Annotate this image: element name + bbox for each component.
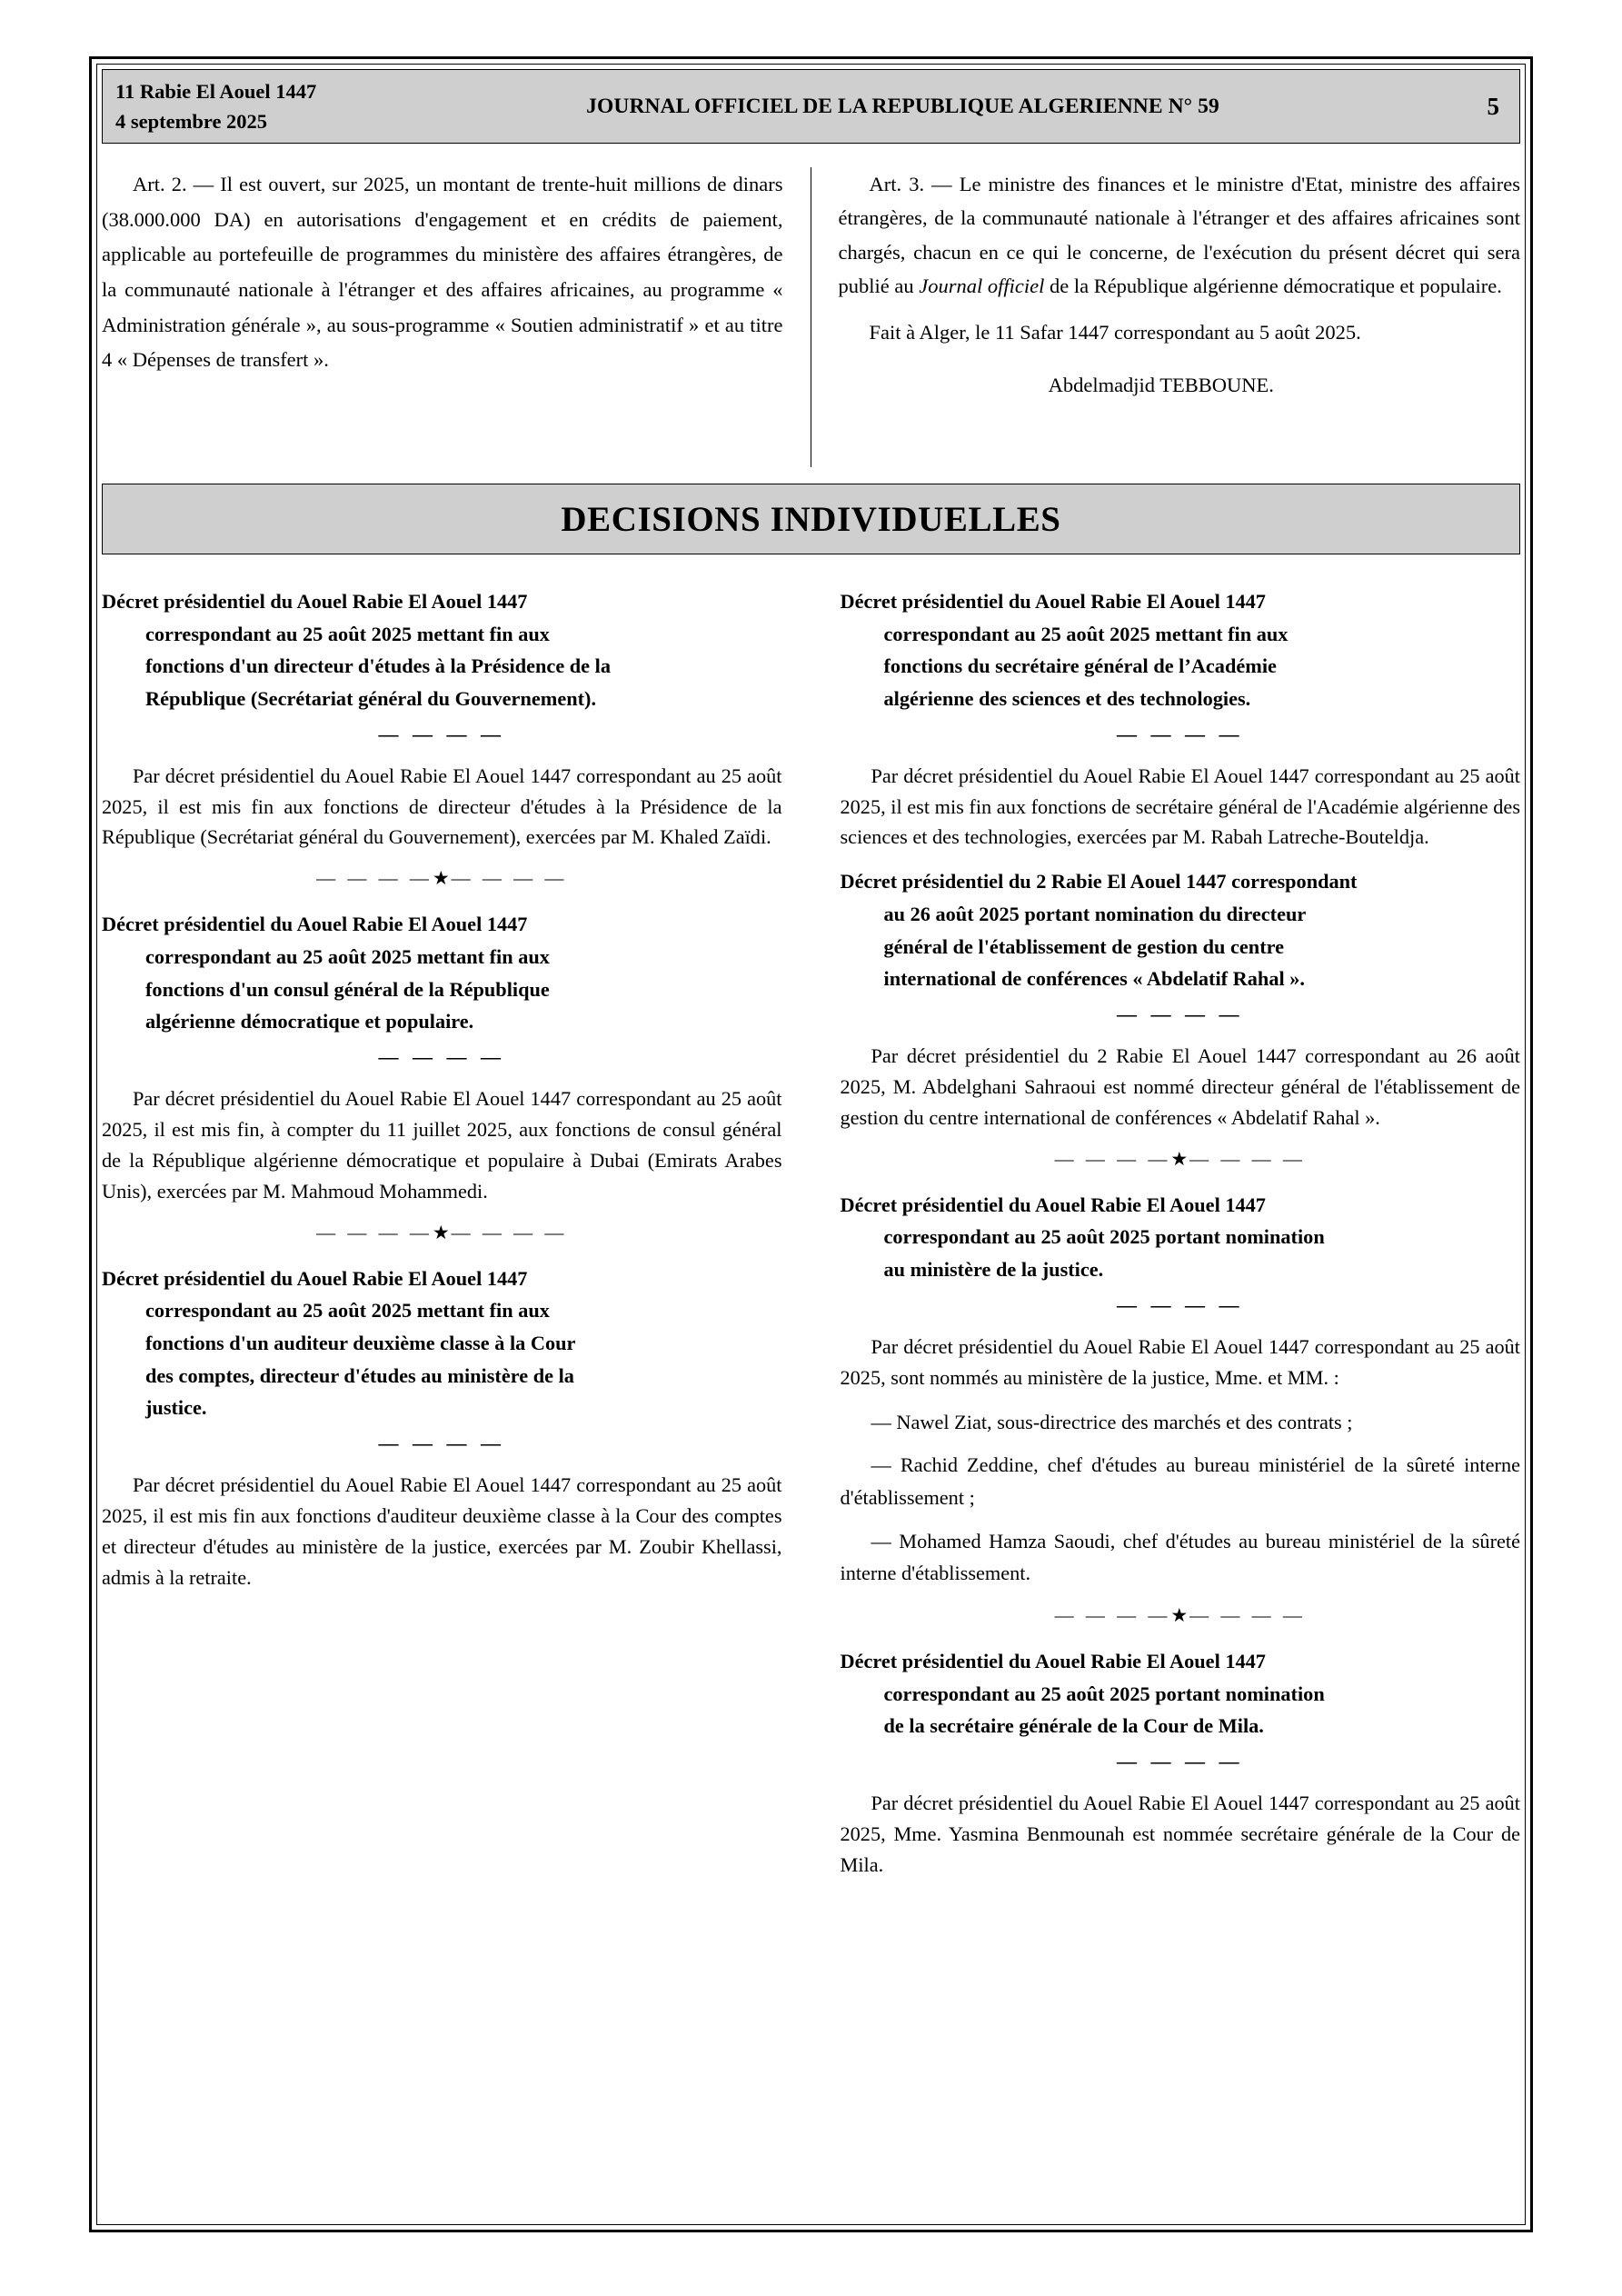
decree-title-line: des comptes, directeur d'études au ministère de la [145, 1363, 574, 1387]
separator-dashes: — — — — [1117, 1749, 1244, 1772]
separator-star-glyph: ★ [1170, 1603, 1190, 1626]
decree-title-line: au ministère de la justice. [883, 1258, 1104, 1282]
header-date-gregorian: 4 septembre 2025 [115, 109, 268, 133]
article-2-paragraph: Art. 2. — Il est ouvert, sur 2025, un montant de trente-huit millions de dinars (38.000.000 DA) en autorisations d'engagement et en crédits de paiement, applicable au portefeuille de programmes du ministère des affaires étrangères, de la communauté nationale à l'étranger et des affaires africaines, au programme « Administration générale », au sous-programme « Soutien administratif » et au titre 4 « Dépenses de transfert ». [102, 173, 783, 372]
article-3-text-part2: de la République algérienne démocratique et populaire. [1044, 275, 1502, 298]
decree-title-line: fonctions d'un auditeur deuxième classe à la Cour [145, 1331, 576, 1354]
separator-star-right-dashes: — — — — [1189, 1147, 1306, 1170]
decree-title-line: algérienne des sciences et des technologies. [883, 687, 1251, 711]
journal-officiel-italic: Journal officiel [919, 275, 1045, 298]
list-item: — Mohamed Hamza Saoudi, chef d'études au bureau ministériel de la sûreté interne d'établissement. [840, 1529, 1520, 1585]
decree-title-line: général de l'établissement de gestion du centre [883, 934, 1285, 958]
decree-title-line: de la secrétaire générale de la Cour de Mila. [883, 1714, 1264, 1738]
decree-title-line: Décret présidentiel du Aouel Rabie El Aouel 1447 [102, 913, 528, 936]
decree-title-line: fonctions du secrétaire général de l’Académie [883, 654, 1277, 678]
decree-title [841, 585, 1521, 715]
top-column-left [102, 167, 811, 467]
decree-title [102, 908, 782, 1038]
decree-title-line: République (Secrétariat général du Gouvernement). [145, 687, 597, 711]
list-item: — Nawel Ziat, sous-directrice des marchés et des contrats ; [871, 1410, 1353, 1433]
section-banner [102, 484, 1520, 554]
separator-star [841, 1147, 1521, 1170]
decree-title-line: algérienne démocratique et populaire. [145, 1010, 474, 1033]
decree-title-line: justice. [145, 1396, 207, 1420]
decree-title-line: Décret présidentiel du Aouel Rabie El Aouel 1447 [102, 590, 528, 613]
signature-name: Abdelmadjid TEBBOUNE. [1048, 373, 1274, 396]
separator-star-glyph: ★ [1170, 1147, 1190, 1170]
separator-star-left-dashes: — — — — [316, 867, 433, 890]
article-3-paragraph [839, 167, 1521, 303]
separator-star-left-dashes: — — — — [1054, 1147, 1171, 1170]
header-title: JOURNAL OFFICIEL DE LA REPUBLIQUE ALGERIENNE N° 59 [586, 94, 1219, 118]
list-item: — Rachid Zeddine, chef d'études au bureau ministériel de la sûreté interne d'établissement ; [840, 1453, 1520, 1509]
decree-paragraph: Par décret présidentiel du Aouel Rabie El Aouel 1447 correspondant au 25 août 2025, il est mis fin, à compter du 11 juillet 2025, aux fonctions de consul général de la République algérienne démocratique et populaire à Dubai (Emirats Arabes Unis), exercées par M. Mahmoud Mohammedi. [102, 1087, 782, 1203]
decree-place-date: Fait à Alger, le 11 Safar 1447 correspondant au 5 août 2025. [869, 321, 1361, 344]
top-column-right [811, 167, 1521, 467]
decree-title-line: Décret présidentiel du Aouel Rabie El Aouel 1447 [840, 1649, 1266, 1672]
header-page-number: 5 [1487, 92, 1499, 120]
decree-title-line: correspondant au 25 août 2025 mettant fin aux [145, 622, 550, 645]
decree-title-line: Décret présidentiel du Aouel Rabie El Aouel 1447 [840, 590, 1266, 613]
separator-star-left-dashes: — — — — [1054, 1603, 1171, 1626]
decree-paragraph: Par décret présidentiel du Aouel Rabie El Aouel 1447 correspondant au 25 août 2025, il est mis fin aux fonctions de directeur d'études à la Présidence de la République (Secrétariat général du Gouvernement), exercées par M. Khaled Zaïdi. [102, 764, 782, 849]
decree-title-line: Décret présidentiel du Aouel Rabie El Aouel 1447 [840, 1193, 1266, 1216]
decree-title-line: correspondant au 25 août 2025 portant nomination [883, 1682, 1325, 1705]
header-date-hijri: 11 Rabie El Aouel 1447 [115, 80, 317, 103]
section-banner-title: DECISIONS INDIVIDUELLES [561, 499, 1061, 539]
separator-star-glyph: ★ [432, 1221, 452, 1243]
decree-title-line: fonctions d'un consul général de la République [145, 977, 550, 1001]
separator-star [841, 1603, 1521, 1626]
page-content [102, 69, 1520, 2220]
decisions-column-right [811, 585, 1521, 1893]
decree-paragraph: Par décret présidentiel du Aouel Rabie El Aouel 1447 correspondant au 25 août 2025, sont nommés au ministère de la justice, Mme. et MM. : [840, 1334, 1520, 1389]
decree-title-line: correspondant au 25 août 2025 mettant fin aux [883, 622, 1289, 645]
decree-paragraph: Par décret présidentiel du 2 Rabie El Aouel 1447 correspondant au 26 août 2025, M. Abdelghani Sahraoui est nommé directeur général de l'établissement de gestion du centre international de conférences « Abdelatif Rahal ». [840, 1044, 1520, 1129]
decree-title-line: fonctions d'un directeur d'études à la Présidence de la [145, 654, 612, 678]
header-dates [103, 70, 415, 143]
decree-title-line: correspondant au 25 août 2025 mettant fin aux [145, 945, 550, 969]
separator-star-right-dashes: — — — — [451, 1221, 568, 1243]
page-header [102, 69, 1520, 144]
top-article-columns [102, 167, 1520, 467]
decree-title-line: au 26 août 2025 portant nomination du directeur [883, 903, 1307, 926]
decree-paragraph: Par décret présidentiel du Aouel Rabie El Aouel 1447 correspondant au 25 août 2025, il est mis fin aux fonctions de secrétaire général de l'Académie algérienne des sciences et des technologies, exercées par M. Rabah Latreche-Bouteldja. [840, 764, 1520, 849]
decree-title [841, 1645, 1521, 1742]
separator-star [102, 1223, 782, 1243]
separator-star-right-dashes: — — — — [1189, 1603, 1306, 1626]
separator-dashes: — — — — [378, 722, 505, 745]
separator-dashes: — — — — [378, 1431, 505, 1454]
separator-star-right-dashes: — — — — [451, 867, 568, 890]
decree-title-line: Décret présidentiel du Aouel Rabie El Aouel 1447 [102, 1266, 528, 1290]
decree-title-line: international de conférences « Abdelatif Rahal ». [883, 967, 1305, 991]
separator-star-left-dashes: — — — — [316, 1221, 433, 1243]
decree-title-line: correspondant au 25 août 2025 mettant fin aux [145, 1299, 550, 1323]
decree-paragraph: Par décret présidentiel du Aouel Rabie El Aouel 1447 correspondant au 25 août 2025, Mme. Yasmina Benmounah est nommée secrétaire générale de la Cour de Mila. [840, 1791, 1520, 1876]
separator-dashes: — — — — [1117, 1293, 1244, 1316]
separator-star-glyph: ★ [432, 867, 452, 890]
decree-title [102, 585, 782, 715]
decree-title [841, 1189, 1521, 1286]
decisions-columns [102, 585, 1520, 1893]
decree-title-line: correspondant au 25 août 2025 portant nomination [883, 1225, 1325, 1249]
separator-dashes: — — — — [1117, 1003, 1244, 1026]
separator-dashes: — — — — [1117, 722, 1244, 745]
decree-paragraph: Par décret présidentiel du Aouel Rabie El Aouel 1447 correspondant au 25 août 2025, il est mis fin aux fonctions d'auditeur deuxième classe à la Cour des comptes et directeur d'études au ministère de la justice, exercées par M. Zoubir Khellassi, admis à la retraite. [102, 1472, 782, 1589]
separator-dashes: — — — — [378, 1045, 505, 1069]
decisions-column-left [102, 585, 811, 1893]
separator-star [102, 869, 782, 888]
decree-title [841, 865, 1521, 995]
decree-title [102, 1263, 782, 1424]
decree-title-line: Décret présidentiel du 2 Rabie El Aouel 1447 correspondant [840, 870, 1358, 893]
article-3-text-part1: Art. 3. — Le ministre des finances et le ministre d'Etat, ministre des affaires étrangères, de la communauté nationale à l'étranger et des affaires africaines sont chargés, chacun en ce qui le concerne, de l'exécution du présent décret qui sera publié au [838, 173, 1520, 298]
